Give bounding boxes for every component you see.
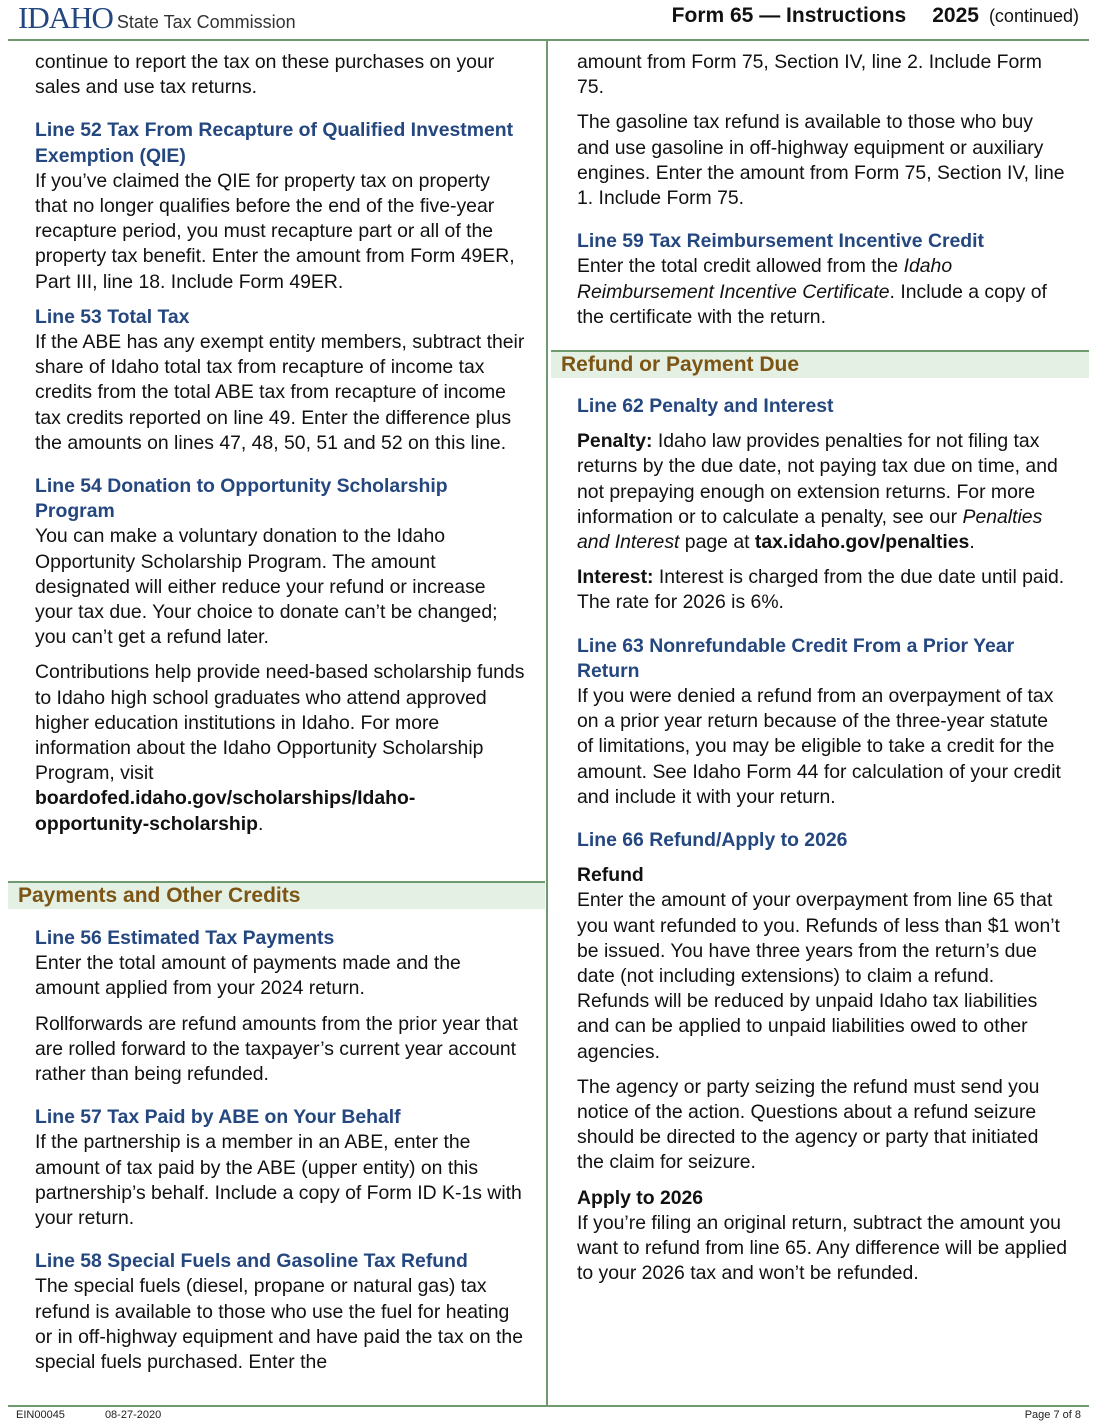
apply-subheading: Apply to 2026 — [577, 1186, 704, 1209]
scholarship-link[interactable]: boardofed.idaho.gov/scholarships/Idaho-opportunity-scholarship — [35, 787, 416, 835]
footer-rule — [8, 1405, 1089, 1407]
page-footer — [16, 1409, 1081, 1421]
line-57-block — [35, 1105, 525, 1231]
line-63-text: If you were denied a refund from an overpayment of tax on a prior year return because of the three-year statute of limitations, you may be eligible to take a credit for the amount. See Idaho Form 44 for calculation of your credit and include it with your return. — [577, 685, 1061, 808]
line-59-text: Enter the total credit allowed from the — [577, 255, 904, 278]
interest-paragraph — [577, 565, 1069, 615]
refund-seizure-text: The agency or party seizing the refund must send you notice of the action. Questions about a refund seizure should be directed to the agency or party that initiated the claim for seizure. — [577, 1075, 1040, 1174]
line-63-heading: Line 63 Nonrefundable Credit From a Prior Year Return — [577, 634, 1015, 682]
right-column — [577, 50, 1069, 340]
logo-subtitle: State Tax Commission — [116, 12, 296, 32]
line-66-heading: Line 66 Refund/Apply to 2026 — [577, 829, 848, 852]
period: . — [969, 531, 975, 554]
section-refund-heading: Refund or Payment Due — [551, 350, 1089, 378]
penalty-label: Penalty: — [577, 430, 653, 453]
line-54-heading: Line 54 Donation to Opportunity Scholarship Program — [35, 475, 448, 523]
penalties-page-title: Penalties and Interest — [577, 505, 1043, 554]
header-rule — [8, 39, 1089, 41]
line-58-heading: Line 58 Special Fuels and Gasoline Tax Refund — [35, 1250, 468, 1273]
column-divider — [546, 41, 548, 1405]
penalty-text: Idaho law provides penalties for not filing tax returns by the due date, not paying tax due on time, and not prepaying enough on extension returns. For more information or to calculate a penalty, see our — [577, 430, 1058, 528]
line-56-rollforwards: Rollforwards are refund amounts from the prior year that are rolled forward to the taxpayer’s current year account rather than being refunded. — [35, 1012, 518, 1086]
refund-text: Enter the amount of your overpayment from line 65 that you want refunded to you. Refunds of less than $1 won’t be issued. You have three years from the return’s due date (not including extensions) to claim a refund. Refunds will be reduced by unpaid Idaho tax liabilities and can be applied to unpaid liabilities owed to other agencies. — [577, 889, 1060, 1063]
idaho-tax-commission-logo — [18, 0, 296, 36]
form-year: 2025 — [932, 4, 979, 27]
line-56-heading: Line 56 Estimated Tax Payments — [35, 927, 335, 949]
line-54-block — [35, 474, 525, 650]
line-53-block — [35, 305, 525, 456]
line-54-contributions — [35, 660, 525, 836]
line-53-heading: Line 53 Total Tax — [35, 305, 190, 328]
refund-block — [577, 863, 1069, 1065]
right-column-lower — [577, 394, 1069, 1297]
header-title-block — [672, 4, 1079, 28]
line-59-text-end: . Include a copy of the certificate with the return. — [577, 280, 1047, 328]
line-58-text: The special fuels (diesel, propane or natural gas) tax refund is available to those who use the fuel for heating or in off-highway equipment and have paid the tax on the special fuels purchased. Enter the — [35, 1275, 523, 1374]
penalty-text-2: page at — [679, 531, 755, 554]
apply-text: If you’re filing an original return, subtract the amount you want to refund from line 65. Any difference will be applied to your 2026 tax and won’t be refunded. — [577, 1211, 1068, 1285]
line-52-block — [35, 118, 525, 294]
continued-label: (continued) — [988, 6, 1079, 26]
penalty-paragraph — [577, 429, 1069, 555]
line-58-continued: amount from Form 75, Section IV, line 2. Include Form 75. — [577, 51, 1042, 99]
left-column-lower — [35, 926, 525, 1385]
line-59-block — [577, 229, 1069, 330]
line-62-heading-block — [577, 394, 1069, 419]
line-54-text: You can make a voluntary donation to the Idaho Opportunity Scholarship Program. The amount designated will either reduce your refund or increase your tax due. Your choice to donate can’t be changed; you can’t get a refund later. — [35, 525, 498, 649]
continued-paragraph: continue to report the tax on these purchases on your sales and use tax returns. — [35, 51, 495, 99]
certificate-title: Idaho Reimbursement Incentive Certificate — [577, 255, 953, 303]
page-header — [0, 0, 1097, 40]
line-52-heading: Line 52 Tax From Recapture of Qualified Investment Exemption (QIE) — [35, 119, 514, 167]
line-62-heading: Line 62 Penalty and Interest — [577, 395, 834, 417]
line-57-heading: Line 57 Tax Paid by ABE on Your Behalf — [35, 1106, 401, 1129]
period: . — [258, 812, 264, 835]
section-payments-heading: Payments and Other Credits — [8, 881, 545, 909]
line-54-contributions-text: Contributions help provide need-based scholarship funds to Idaho high school graduates who attend approved higher education institutions in Idaho. For more information about the Idaho Opportunity Scholarship Program, visit — [35, 661, 525, 785]
refund-subheading: Refund — [577, 864, 644, 887]
line-59-heading: Line 59 Tax Reimbursement Incentive Credit — [577, 230, 984, 253]
line-66-heading-block — [577, 828, 1069, 853]
footer-page-number: Page 7 of 8 — [1024, 1409, 1081, 1421]
form-title: Form 65 — Instructions — [671, 4, 907, 27]
footer-date: 08-27-2020 — [104, 1409, 162, 1421]
gasoline-refund-text: The gasoline tax refund is available to those who buy and use gasoline in off-highway equipment or auxiliary engines. Enter the amount from Form 75, Section IV, line 1. Include Form 75. — [577, 111, 1065, 210]
left-column — [35, 50, 525, 847]
line-52-text: If you’ve claimed the QIE for property tax on property that no longer qualifies before the end of the five-year recapture period, you must recapture part or all of the property tax benefit. Enter the amount from Form 49ER, Part III, line 18. Include Form 49ER. — [35, 169, 515, 293]
footer-form-id: EIN00045 — [16, 1409, 65, 1421]
line-53-text: If the ABE has any exempt entity members, subtract their share of Idaho total tax from recapture of income tax credits from the total ABE tax from recapture of income tax credits reported on line 49. Enter the difference plus the amounts on lines 47, 48, 50, 51 and 52 on this line. — [35, 331, 525, 454]
line-57-text: If the partnership is a member in an ABE, enter the amount of tax paid by the ABE (upper entity) on this partnership’s behalf. Include a copy of Form ID K-1s with your return. — [35, 1131, 522, 1230]
logo-idaho-wordmark: IDAHO — [18, 0, 113, 35]
line-56-text: Enter the total amount of payments made and the amount applied from your 2024 return. — [35, 952, 461, 1000]
line-56-block — [35, 926, 525, 1002]
interest-label: Interest: — [577, 566, 654, 589]
line-63-block — [577, 634, 1069, 810]
line-58-block — [35, 1249, 525, 1375]
penalties-link[interactable]: tax.idaho.gov/penalties — [754, 531, 970, 554]
apply-block — [577, 1186, 1069, 1287]
interest-text: Interest is charged from the due date until paid. The rate for 2026 is 6%. — [577, 566, 1065, 614]
